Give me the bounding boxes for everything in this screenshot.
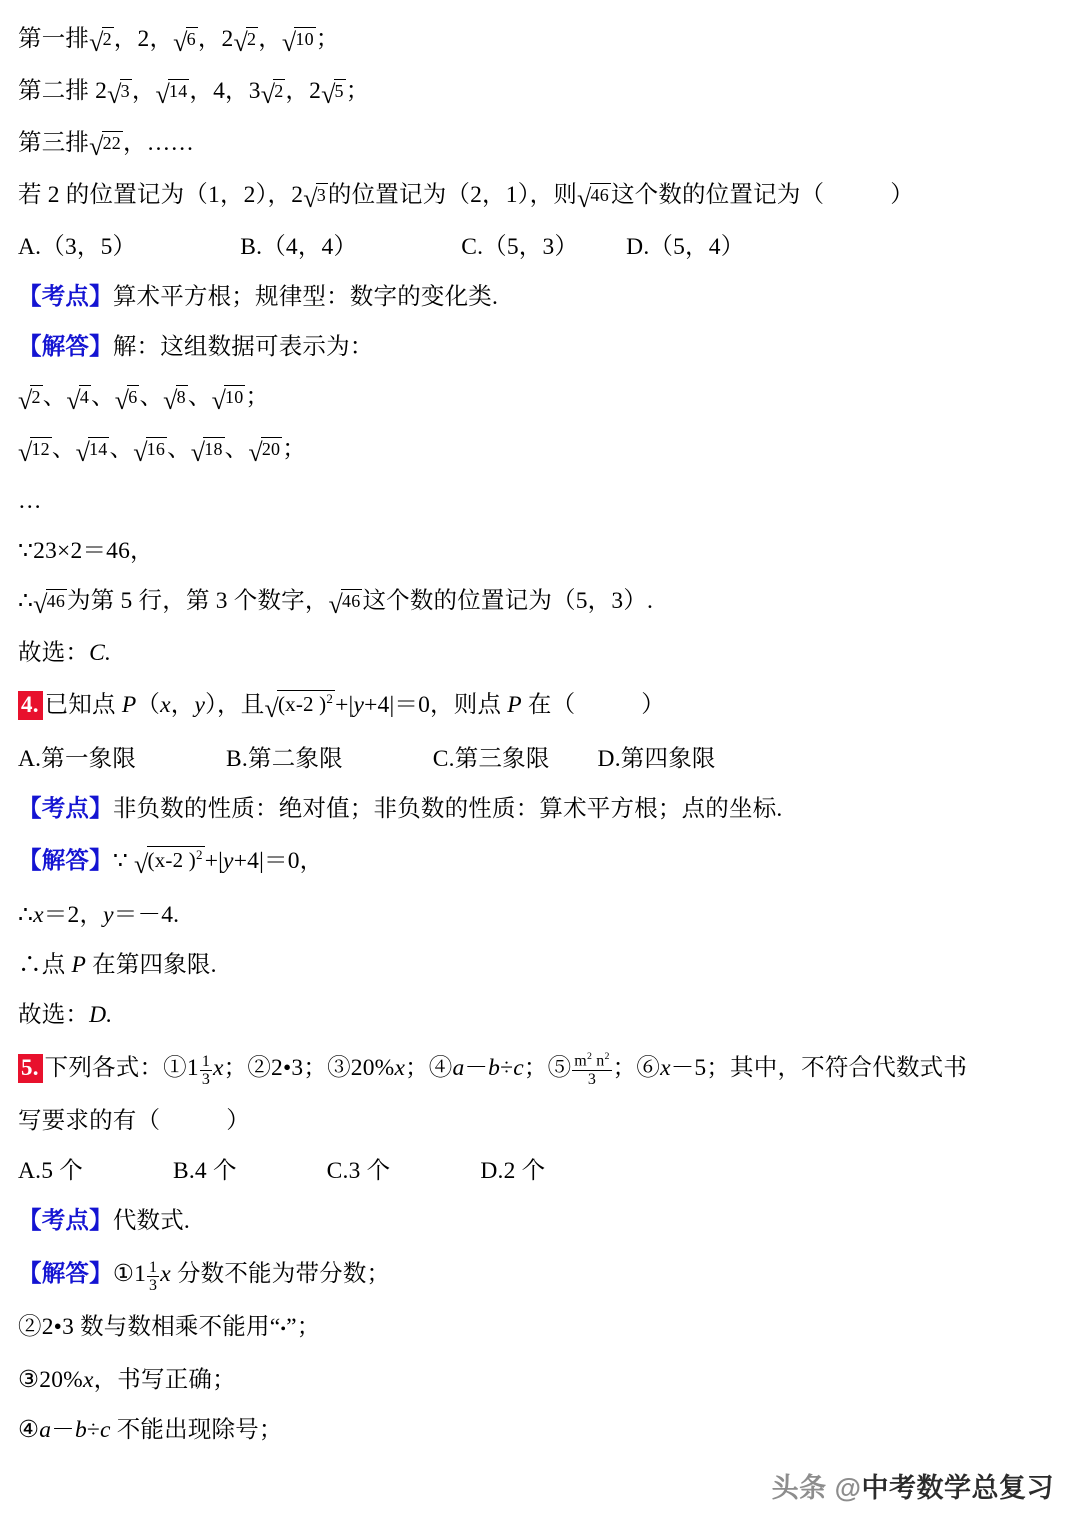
watermark-name: 中考数学总复习 xyxy=(861,1473,1054,1503)
option-b[interactable]: B.第二象限 xyxy=(226,746,343,772)
radical-10b: √10 xyxy=(211,386,244,415)
kaodian-text: 非负数的性质：绝对值；非负数的性质：算术平方根；点的坐标. xyxy=(112,796,783,822)
radical-20: √20 xyxy=(248,438,281,467)
answer-prefix: 故选： xyxy=(18,1002,90,1028)
problem5-stem: 5. 下列各式：①1 $\frac{1}{3}$ x；②2•3；③20%x；④a－b÷c；⑤ $\frac{m^2 n^2}{3}$ ；⑥x－5；其中，不符合代数式书 xyxy=(18,1040,1058,1096)
problem3-row3: 第三排√22，…… xyxy=(18,118,1058,170)
problem4-answer xyxy=(18,990,1058,1040)
option-b[interactable]: B.（4，4） xyxy=(240,234,358,260)
radical-x-minus-2-squared-b: √(x-2 )$^2$ xyxy=(134,847,203,879)
radical-2: √2 xyxy=(89,28,112,57)
radical-2d: √2 xyxy=(18,386,41,415)
problem3-row1: 第一排√2，2，√6，2√2，√10； xyxy=(18,14,1058,66)
radical-22: √22 xyxy=(89,132,121,161)
problem4-number: 4. xyxy=(18,691,43,720)
answer-letter: D. xyxy=(89,1002,113,1028)
radical-5: √5 xyxy=(321,80,344,109)
option-d[interactable]: D.（5，4） xyxy=(626,234,745,260)
jieda-label: 【解答】 xyxy=(18,1261,113,1287)
problem5-options xyxy=(18,1146,1058,1196)
answer-letter: C. xyxy=(89,640,112,666)
answer-prefix: 故选： xyxy=(18,640,90,666)
radical-14: √14 xyxy=(155,80,188,109)
watermark xyxy=(772,1466,1054,1505)
jieda-intro-text: 解：这组数据可表示为： xyxy=(112,334,374,360)
fraction-m2n2-over-3: $\frac{m^2 n^2}{3}$ xyxy=(574,1051,610,1088)
problem4-kaodian xyxy=(18,784,1058,834)
problem3-options xyxy=(18,222,1058,272)
problem3-seq-line2: √12、√14、√16、√18、√20； xyxy=(18,424,1058,476)
problem4-jieda: 【解答】∵ √(x-2 )$^2$+|y+4|＝0， xyxy=(18,834,1058,890)
problem3-question: 若 2 的位置记为（1，2），2√3的位置记为（2，1），则√46这个数的位置记为（ ） xyxy=(18,170,1058,222)
option-d[interactable]: D.2 个 xyxy=(480,1158,546,1184)
radical-18: √18 xyxy=(190,438,223,467)
radical-46: √46 xyxy=(577,184,609,213)
option-a[interactable]: A.第一象限 xyxy=(18,746,137,772)
radical-4: √4 xyxy=(66,386,90,415)
jieda-label: 【解答】 xyxy=(18,848,113,874)
problem5-stem-cont: 写要求的有（ ） xyxy=(18,1108,250,1134)
fraction-one-third: $\frac{1}{3}$ xyxy=(201,1052,211,1088)
problem3-because: ∵23×2＝46， xyxy=(18,538,154,564)
radical-6b: √6 xyxy=(114,386,138,415)
kaodian-label: 【考点】 xyxy=(18,1208,113,1234)
radical-2b: √2 xyxy=(233,28,257,57)
kaodian-label: 【考点】 xyxy=(18,796,113,822)
watermark-prefix: 头条 @ xyxy=(771,1473,862,1503)
problem5-jieda-item4: ④a－b÷c 不能出现除号； xyxy=(18,1417,283,1443)
radical-46c: √46 xyxy=(328,590,361,619)
fraction-one-third-b: $\frac{1}{3}$ xyxy=(149,1258,158,1294)
problem3-ellipsis: … xyxy=(18,488,42,514)
problem3-answer xyxy=(18,628,1058,678)
option-a[interactable]: A.（3，5） xyxy=(18,234,137,260)
option-d[interactable]: D.第四象限 xyxy=(597,746,716,772)
option-b[interactable]: B.4 个 xyxy=(172,1158,237,1184)
problem4-step1: ∴x＝2，y＝－4. xyxy=(18,902,180,928)
option-c[interactable]: C.第三象限 xyxy=(432,746,550,772)
radical-46b: √46 xyxy=(33,590,66,619)
radical-x-minus-2-squared: √(x-2 )$^2$ xyxy=(264,691,334,723)
kaodian-text: 代数式. xyxy=(112,1208,190,1234)
radical-8: √8 xyxy=(163,386,186,415)
problem3-kaodian xyxy=(18,272,1058,322)
problem4-stem: 4. 已知点 P（x，y），且√(x-2 )$^2$+|y+4|＝0，则点 P 在（ ） xyxy=(18,678,1058,734)
problem5-jieda-item3: ③20%x，书写正确； xyxy=(18,1367,236,1393)
radical-10: √10 xyxy=(281,28,314,57)
option-c[interactable]: C.3 个 xyxy=(326,1158,391,1184)
radical-16: √16 xyxy=(133,438,166,467)
problem3-therefore: ∴√46为第 5 行，第 3 个数字，√46这个数的位置记为（5，3）. xyxy=(18,576,1058,628)
problem5-jieda-item1: 【解答】①1 $\frac{1}{3}$ x 分数不能为带分数； xyxy=(18,1258,391,1294)
kaodian-label: 【考点】 xyxy=(18,284,113,310)
radical-12: √12 xyxy=(18,438,50,467)
problem3-jieda-intro xyxy=(18,322,1058,372)
kaodian-text: 算术平方根；规律型：数字的变化类. xyxy=(112,284,499,310)
jieda-label: 【解答】 xyxy=(18,334,113,360)
problem4-step2: ∴点 P 在第四象限. xyxy=(18,952,217,978)
option-a[interactable]: A.5 个 xyxy=(18,1158,83,1184)
radical-14b: √14 xyxy=(75,438,108,467)
problem5-jieda-item2: ②2•3 数与数相乘不能用“•”； xyxy=(18,1314,321,1340)
problem3-row2: 第二排 2√3，√14，4，3√2，2√5； xyxy=(18,66,1058,118)
radical-3: √3 xyxy=(107,80,130,109)
problem4-options xyxy=(18,734,1058,784)
radical-6: √6 xyxy=(173,28,196,57)
problem3-row1-prefix: 第一排 xyxy=(18,26,90,52)
problem5-number: 5. xyxy=(18,1054,43,1083)
problem5-kaodian xyxy=(18,1196,1058,1246)
problem3-seq-line1: √2、√4、√6、√8、√10； xyxy=(18,372,1058,424)
radical-3b: √3 xyxy=(303,184,326,213)
radical-2c: √2 xyxy=(260,80,284,109)
option-c[interactable]: C.（5，3） xyxy=(461,234,579,260)
